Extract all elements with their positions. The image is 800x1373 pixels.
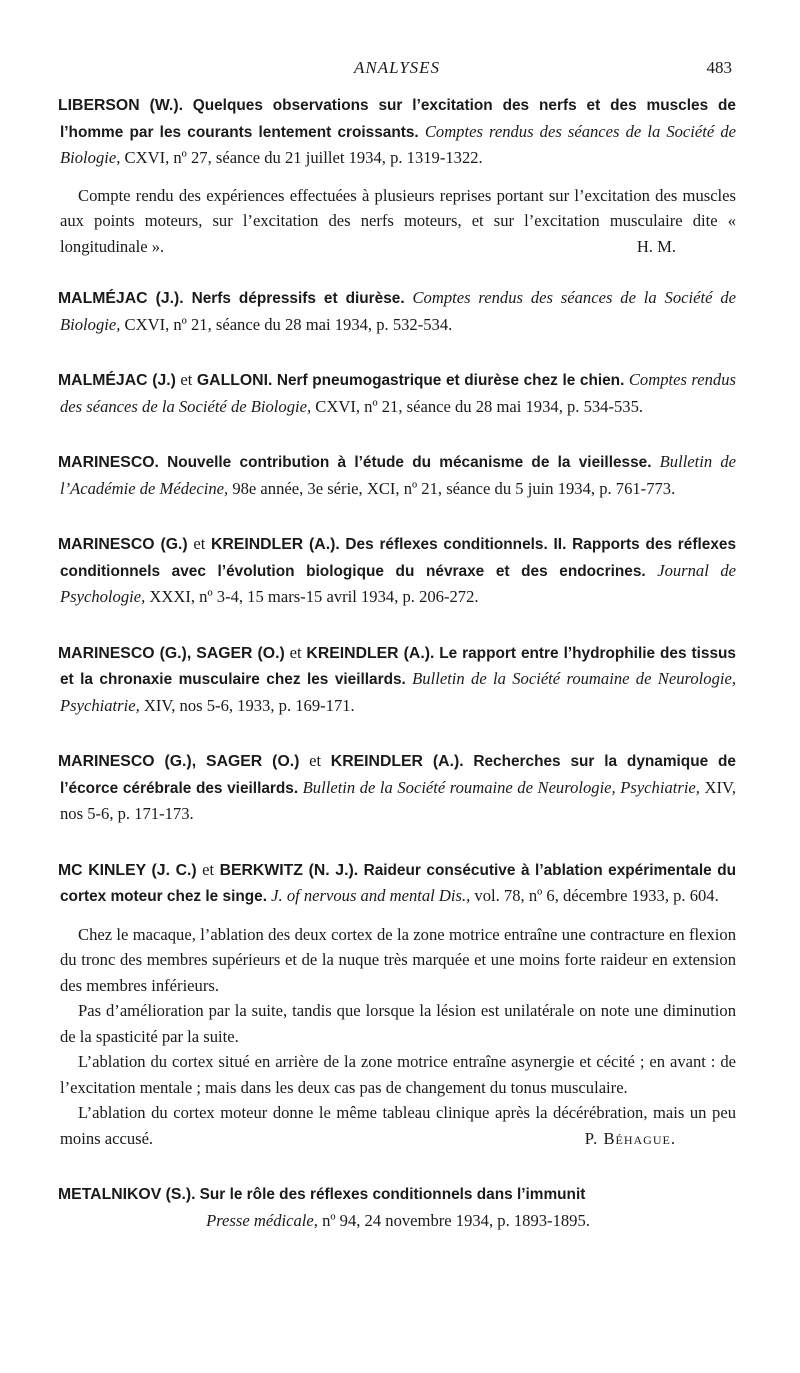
bibliographic-entry — [60, 640, 736, 719]
entry-author: BERKWITZ (N. J.). — [219, 861, 359, 879]
entry-details: vol. 78, nº 6, décembre 1933, p. 604. — [474, 886, 719, 905]
entry-reference — [60, 531, 736, 610]
bibliographic-entry — [60, 1181, 736, 1233]
entry-details: CXVI, nº 21, séance du 28 mai 1934, p. 532-534. — [124, 314, 453, 334]
entry-reference — [60, 449, 736, 501]
entry-author: LIBERSON (W.). — [58, 97, 183, 114]
bibliographic-entry — [60, 748, 736, 827]
entry-source: Bulletin de la Société roumaine de Neurologie, Psychiatrie, — [302, 777, 700, 797]
entry-details: CXVI, nº 21, séance du 28 mai 1934, p. 534-535. — [315, 396, 644, 416]
entry-title: Des réflexes conditionnels. II. Rapports des réflexes conditionnels avec l’évolution biologique du névraxe et des endocrines. — [60, 536, 736, 580]
entry-author: MALMÉJAC (J.) — [58, 372, 176, 389]
entry-author: MARINESCO (G.), SAGER (O.) — [58, 753, 300, 770]
page-header — [62, 58, 732, 82]
summary-paragraph: L’ablation du cortex situé en arrière de la zone motrice entraîne asynergie et cécité ; en avant : de l’excitation mentale ; mais dans les deux cas pas de changement du tonus musculaire. — [60, 1052, 736, 1097]
summary-paragraph: Compte rendu des expériences effectuées à plusieurs reprises portant sur l’excitation des muscles aux points moteurs, sur l’excitation des nerfs moteurs, et sur l’excitation musculaire dite « longitudinale ». H. M. — [60, 183, 736, 260]
entry-title: Quelques observations sur l’excitation des nerfs et des muscles de l’homme par les courants lentement croissants. — [60, 97, 736, 141]
entry-details: XIV, nos 5-6, 1933, p. 169-171. — [143, 695, 355, 715]
entry-author: GALLONI. — [196, 372, 273, 389]
entry-reference — [60, 367, 736, 419]
entry-details: XIV, nos 5-6, p. 171-173. — [60, 777, 736, 823]
bibliographic-entry — [60, 92, 736, 259]
entry-reference — [60, 640, 736, 719]
entry-details: nº 94, 24 novembre 1934, p. 1893-1895. — [322, 1210, 590, 1230]
entry-title: Le rapport entre l’hydrophilie des tissus et la chronaxie musculaire chez les vieillards. — [60, 644, 736, 688]
entry-source: Bulletin de la Société roumaine de Neurologie, Psychiatrie, — [60, 669, 736, 715]
entry-author-conjunction: et — [309, 751, 322, 770]
entry-reference — [60, 92, 736, 171]
entry-source: Comptes rendus des séances de la Société de Biologie, — [60, 370, 736, 416]
bibliographic-entry — [60, 367, 736, 419]
entry-reference-continuation — [60, 1208, 736, 1234]
entry-author-conjunction: et — [202, 859, 215, 879]
entry-author: KREINDLER (A.). — [330, 753, 464, 770]
entry-signature: H. M. — [636, 236, 676, 256]
entry-author-conjunction: et — [289, 642, 302, 662]
entry-title: Nouvelle contribution à l’étude du mécanisme de la vieillesse. — [167, 454, 652, 471]
entry-summary — [60, 922, 736, 1152]
entry-source: Journal de Psychologie, — [60, 560, 736, 606]
entry-details: CXVI, nº 27, séance du 21 juillet 1934, p. 1319-1322. — [124, 148, 483, 167]
entry-title: Sur le rôle des réflexes conditionnels dans l’immunit — [199, 1186, 586, 1203]
bibliographic-entry — [60, 285, 736, 337]
entry-details: XXXI, nº 3-4, 15 mars-15 avril 1934, p. 206-272. — [149, 587, 479, 606]
page-number: 483 — [706, 58, 732, 77]
entry-title: Nerf pneumogastrique et diurèse chez le chien. — [276, 372, 625, 389]
bibliographic-entry — [60, 449, 736, 501]
entry-reference — [60, 285, 736, 337]
summary-paragraph: Chez le macaque, l’ablation des deux cortex de la zone motrice entraîne une contracture en flexion du tronc des membres supérieurs et de la nuque très marquée et une moins forte raideur en extension des membres inférieurs. — [60, 924, 736, 995]
entry-signature: P. Béhague. — [584, 1128, 676, 1148]
summary-paragraph: Pas d’amélioration par la suite, tandis que lorsque la lésion est unilatérale on note une diminution de la spasticité par la suite. — [60, 1001, 736, 1046]
entry-author: METALNIKOV (S.). — [58, 1186, 196, 1203]
summary-paragraph: L’ablation du cortex moteur donne le même tableau clinique après la décérébration, mais un peu moins accusé. P. Béhague. — [60, 1100, 736, 1151]
entry-details: 98e année, 3e série, XCI, nº 21, séance du 5 juin 1934, p. 761-773. — [232, 478, 676, 498]
entry-title: Nerfs dépressifs et diurèse. — [191, 290, 405, 307]
entry-author: MC KINLEY (J. C.) — [58, 861, 197, 879]
bibliographic-entry — [60, 857, 736, 1152]
entry-source: Bulletin de l’Académie de Médecine, — [60, 452, 736, 498]
running-title: ANALYSES — [353, 58, 441, 77]
entry-author-conjunction: et — [193, 534, 206, 553]
entry-source: Presse médicale, — [206, 1210, 318, 1230]
entry-source: J. of nervous and mental Dis., — [271, 886, 471, 905]
analyses-list — [60, 92, 736, 1233]
entry-reference — [60, 1181, 736, 1208]
entry-source: Comptes rendus des séances de la Société de Biologie, — [60, 288, 736, 334]
bibliographic-entry — [60, 531, 736, 610]
entry-reference — [60, 857, 736, 910]
entry-author: MALMÉJAC (J.). — [58, 290, 184, 307]
entry-author: KREINDLER (A.). — [210, 536, 340, 553]
entry-title: Raideur consécutive à l’ablation expérimentale du cortex moteur chez le singe. — [60, 861, 737, 905]
entry-title: Recherches sur la dynamique de l’écorce cérébrale des vieillards. — [60, 753, 736, 797]
entry-author: KREINDLER (A.). — [306, 644, 435, 662]
entry-source: Comptes rendus des séances de la Société de Biologie, — [60, 121, 737, 167]
entry-author-conjunction: et — [180, 370, 193, 389]
entry-summary — [60, 183, 736, 260]
entry-author: MARINESCO (G.) — [58, 536, 188, 553]
entry-author: MARINESCO. — [58, 454, 159, 471]
entry-reference — [60, 748, 736, 827]
entry-author: MARINESCO (G.), SAGER (O.) — [58, 644, 285, 662]
